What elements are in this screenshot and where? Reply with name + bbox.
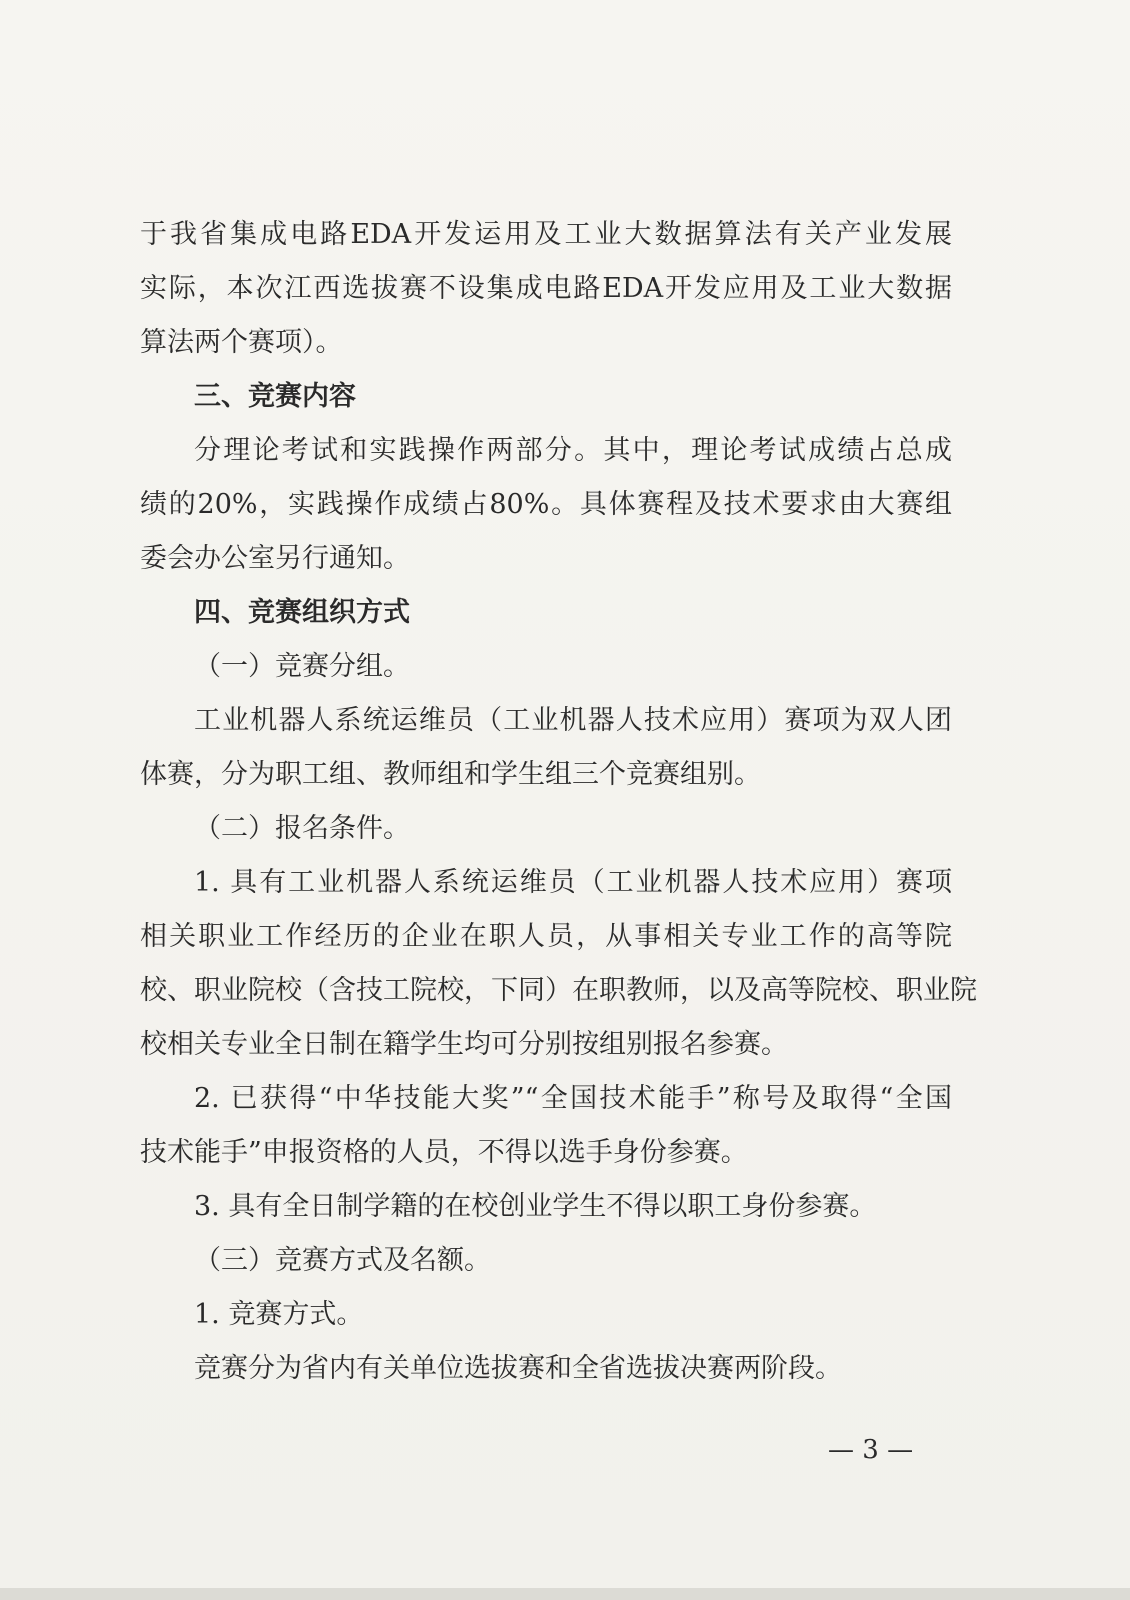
section-heading-3: 三、竞赛内容	[194, 381, 356, 412]
body-line-21: 1. 竞赛方式。	[194, 1299, 364, 1330]
body-line-19: 3. 具有全日制学籍的在校创业学生不得以职工身份参赛。	[194, 1191, 877, 1222]
body-line-16: 校相关专业全日制在籍学生均可分别按组别报名参赛。	[140, 1029, 788, 1060]
body-line-22: 竞赛分为省内有关单位选拔赛和全省选拔决赛两阶段。	[194, 1353, 842, 1384]
scan-edge	[0, 1588, 1130, 1600]
body-line-5: 分理论考试和实践操作两部分。其中，理论考试成绩占总成	[194, 435, 952, 466]
body-line-15: 校、职业院校（含技工院校，下同）在职教师，以及高等院校、职业院	[140, 975, 977, 1006]
body-line-11: 体赛，分为职工组、教师组和学生组三个竞赛组别。	[140, 759, 761, 790]
body-line-13: 1. 具有工业机器人系统运维员（工业机器人技术应用）赛项	[194, 867, 952, 898]
section-heading-4: 四、竞赛组织方式	[194, 597, 410, 628]
subsection-heading-2: （二）报名条件。	[194, 813, 410, 844]
body-line-10: 工业机器人系统运维员（工业机器人技术应用）赛项为双人团	[194, 705, 952, 736]
body-line-2: 实际，本次江西选拔赛不设集成电路EDA开发应用及工业大数据	[140, 273, 952, 304]
subsection-heading-1: （一）竞赛分组。	[194, 651, 410, 682]
body-line-17: 2. 已获得“中华技能大奖”“全国技术能手”称号及取得“全国	[194, 1083, 952, 1114]
body-line-3: 算法两个赛项）。	[140, 327, 343, 358]
body-line-6: 绩的20%，实践操作成绩占80%。具体赛程及技术要求由大赛组	[140, 489, 952, 520]
body-line-1: 于我省集成电路EDA开发运用及工业大数据算法有关产业发展	[140, 219, 952, 250]
body-line-18: 技术能手”申报资格的人员，不得以选手身份参赛。	[140, 1137, 748, 1168]
body-line-7: 委会办公室另行通知。	[140, 543, 410, 574]
subsection-heading-3: （三）竞赛方式及名额。	[194, 1245, 491, 1276]
body-line-14: 相关职业工作经历的企业在职人员，从事相关专业工作的高等院	[140, 921, 952, 952]
page-number: — 3 —	[828, 1435, 914, 1465]
